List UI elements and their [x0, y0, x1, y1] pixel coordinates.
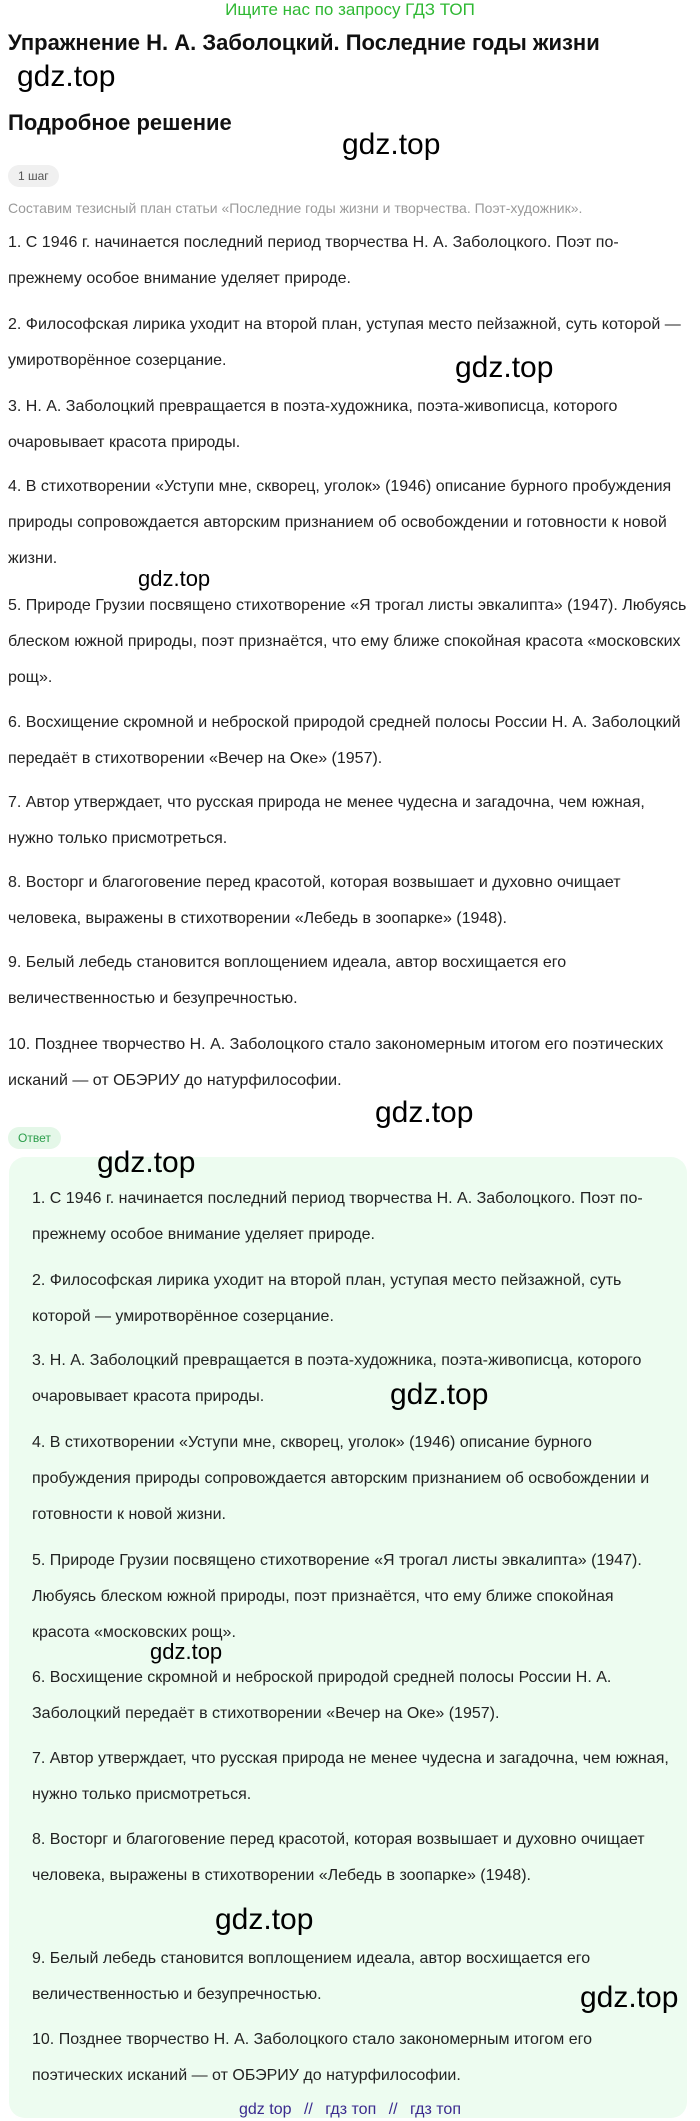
footer-link[interactable]: гдз топ: [325, 2101, 377, 2118]
solution-item: 9. Белый лебедь становится воплощением идеала, автор восхищается его величественностью и безупречностью.: [8, 954, 567, 1007]
answer-item: 9. Белый лебедь становится воплощением идеала, автор восхищается его величественностью и безупречностью.: [32, 1950, 591, 2003]
step-badge: 1 шаг: [8, 165, 59, 187]
watermark: gdz.top: [17, 60, 116, 93]
answer-item: 8. Восторг и благоговение перед красотой, которая возвышает и духовно очищает человека, выражены в стихотворении «Лебедь в зоопарке» (1948).: [32, 1831, 645, 1884]
solution-item: 3. Н. А. Заболоцкий превращается в поэта-художника, поэта-живописца, которого очаровывает красота природы.: [8, 398, 618, 451]
watermark: gdz.top: [215, 1903, 314, 1936]
footer-links: [0, 2100, 700, 2120]
watermark: gdz.top: [375, 1096, 474, 1129]
solution-item: 10. Позднее творчество Н. А. Заболоцкого стало закономерным итогом его поэтических исканий — от ОБЭРИУ до натурфилософии.: [8, 1036, 664, 1089]
top-banner[interactable]: Ищите нас по запросу ГДЗ ТОП: [225, 0, 475, 19]
footer-link[interactable]: гдз топ: [410, 2101, 461, 2118]
solution-item: 2. Философская лирика уходит на второй план, уступая место пейзажной, суть которой — умиротворённое созерцание.: [8, 316, 681, 369]
answer-item: 1. С 1946 г. начинается последний период творчества Н. А. Заболоцкого. Поэт по-прежнему особое внимание уделяет природе.: [32, 1190, 643, 1243]
intro-text: Составим тезисный план статьи «Последние годы жизни и творчества. Поэт-художник».: [8, 200, 583, 216]
solution-item: 4. В стихотворении «Уступи мне, скворец, уголок» (1946) описание бурного пробуждения природы сопровождается авторским признанием об освобождении и готовности к новой жизни.: [8, 478, 672, 567]
watermark: gdz.top: [138, 566, 211, 591]
answer-item: 10. Позднее творчество Н. А. Заболоцкого стало закономерным итогом его поэтических исканий — от ОБЭРИУ до натурфилософии.: [32, 2031, 593, 2084]
footer-link[interactable]: gdz top: [239, 2101, 292, 2118]
solution-item: 1. С 1946 г. начинается последний период творчества Н. А. Заболоцкого. Поэт по-прежнему особое внимание уделяет природе.: [8, 234, 619, 287]
watermark: gdz.top: [150, 1639, 223, 1664]
footer-separator: //: [388, 2101, 398, 2118]
watermark: gdz.top: [342, 128, 441, 161]
solution-item: 5. Природе Грузии посвящено стихотворение «Я трогал листы эвкалипта» (1947). Любуясь блеском южной природы, поэт признаётся, что ему ближе спокойная красота «московских рощ».: [8, 597, 687, 686]
page-title: Упражнение Н. А. Заболоцкий. Последние годы жизни: [8, 30, 600, 55]
section-title: Подробное решение: [8, 110, 232, 135]
answer-item: 4. В стихотворении «Уступи мне, скворец, уголок» (1946) описание бурного пробуждения природы сопровождается авторским признанием об освобождении и готовности к новой жизни.: [32, 1434, 650, 1523]
solution-item: 7. Автор утверждает, что русская природа не менее чудесна и загадочна, чем южная, нужно только присмотреться.: [8, 794, 645, 847]
solution-item: 8. Восторг и благоговение перед красотой, которая возвышает и духовно очищает человека, выражены в стихотворении «Лебедь в зоопарке» (1948).: [8, 874, 621, 927]
watermark: gdz.top: [390, 1378, 489, 1411]
answer-item: 6. Восхищение скромной и неброской природой средней полосы России Н. А. Заболоцкий передаёт в стихотворении «Вечер на Оке» (1957).: [32, 1669, 612, 1722]
answer-item: 7. Автор утверждает, что русская природа не менее чудесна и загадочна, чем южная, нужно только присмотреться.: [32, 1750, 669, 1803]
footer-separator: //: [303, 2101, 313, 2118]
answer-badge: Ответ: [8, 1127, 61, 1149]
answer-item: 5. Природе Грузии посвящено стихотворение «Я трогал листы эвкалипта» (1947). Любуясь блеском южной природы, поэт признаётся, что ему ближе спокойная красота «московских рощ».: [32, 1552, 642, 1641]
watermark: gdz.top: [580, 1981, 679, 2014]
answer-item: 3. Н. А. Заболоцкий превращается в поэта-художника, поэта-живописца, которого очаровывает красота природы.: [32, 1352, 642, 1405]
watermark: gdz.top: [97, 1146, 196, 1179]
answer-item: 2. Философская лирика уходит на второй план, уступая место пейзажной, суть которой — умиротворённое созерцание.: [32, 1272, 622, 1325]
watermark: gdz.top: [455, 351, 554, 384]
solution-item: 6. Восхищение скромной и неброской природой средней полосы России Н. А. Заболоцкий передаёт в стихотворении «Вечер на Оке» (1957).: [8, 714, 681, 767]
